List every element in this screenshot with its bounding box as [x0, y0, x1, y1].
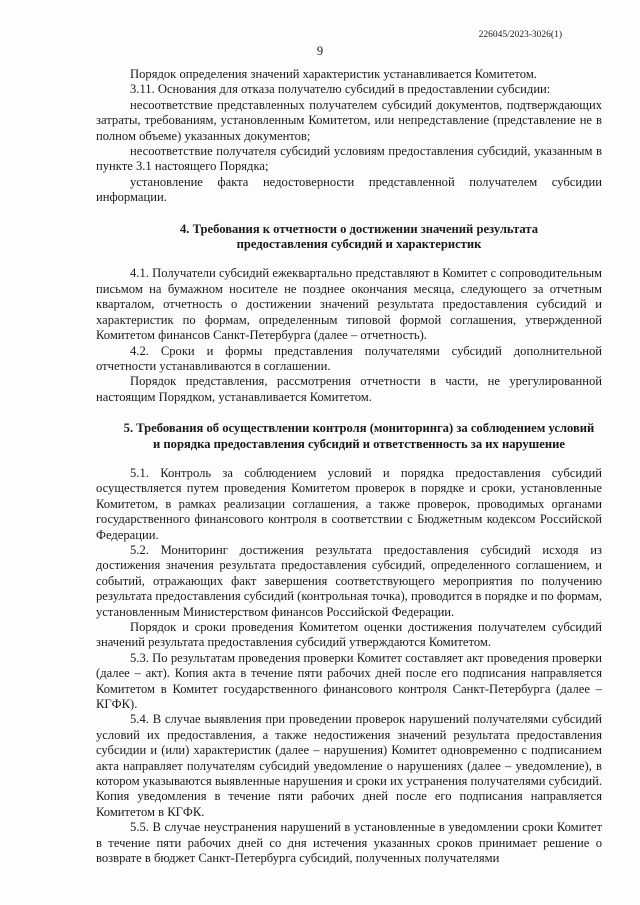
paragraph-characteristics-order: Порядок определения значений характеристик устанавливается Комитетом. [130, 67, 537, 81]
paragraph-5-3: 5.3. По результатам проведения проверки Комитет составляет акт проведения проверки (далее – акт). Копия акта в течение пяти рабочих дней после его подписания направляется Комитетом в Комитет государственного финансового контроля Санкт-Петербурга (далее – КГФК). [96, 650, 602, 712]
section-4-heading-line-1: 4. Требования к отчетности о достижении значений результата [179, 221, 539, 236]
section-5-heading-line-2: и порядка предоставления субсидий и ответственность за их нарушение [153, 436, 565, 451]
paragraph-evaluation-procedure: Порядок и сроки проведения Комитетом оценки достижения получателем субсидий значений результата предоставления субсидий утверждаются Комитетом. [96, 620, 602, 650]
paragraph-5-1: 5.1. Контроль за соблюдением условий и порядка предоставления субсидий осуществляется путем проведения Комитетом проверок в порядке и сроки, установленные Комитетом, в рамках реализации соглашения, а также проверок, проводимых органами государственного финансового контроля в соответствии с Бюджетным кодексом Российской Федерации. [96, 465, 602, 542]
paragraph-5-5: 5.5. В случае неустранения нарушений в установленные в уведомлении сроки Комитет в течение пяти рабочих дней со дня истечения указанных сроков принимает решение о возврате в бюджет Санкт-Петербурга субсидий, полученных получателями [96, 820, 602, 866]
paragraph-refusal-ground-documents: несоответствие представленных получателем субсидий документов, подтверждающих затраты, требованиям, установленным Комитетом, или непредставление (представление не в полном объеме) указанных документов; [96, 97, 602, 143]
paragraph-refusal-ground-false-info: установление факта недостоверности представленной получателем субсидии информации. [96, 174, 602, 205]
page-number: 9 [316, 44, 324, 58]
section-5-heading-line-1: 5. Требования об осуществлении контроля (мониторинга) за соблюдением условий [123, 421, 595, 436]
section-4-heading [96, 222, 602, 253]
section-5-heading [96, 421, 602, 452]
paragraph-4-2: 4.2. Сроки и формы представления получателями субсидий дополнительной отчетности устанавливаются в соглашении. [96, 343, 602, 373]
document-registration-number: 226045/2023-3026(1) [478, 30, 562, 40]
paragraph-5-4: 5.4. В случае выявления при проведении проверок нарушений получателями субсидий условий их предоставления, а также недостижения значений результата предоставления субсидии и (или) характеристик (далее – нарушения) Комитет одновременно с подписанием акта направляет получателям субсидий уведомление о нарушениях (далее – уведомление), в котором указываются выявленные нарушения и сроки их устранения получателями субсидий. Копия уведомления в течение пяти рабочих дней после его подписания направляется Комитетом в КГФК. [96, 712, 602, 819]
paragraph-refusal-ground-conditions: несоответствие получателя субсидий условиям предоставления субсидий, указанным в пункте 3.1 настоящего Порядка; [96, 144, 602, 174]
paragraph-3-11: 3.11. Основания для отказа получателю субсидий в предоставлении субсидии: [130, 82, 551, 97]
paragraph-5-2: 5.2. Мониторинг достижения результата предоставления субсидий исходя из достижения значения результата предоставления субсидий, определенного соглашением, и событий, отражающих факт завершения соответствующего мероприятия по получению результата предоставления субсидий (контрольная точка), проводится в порядке и по формам, установленным Министерством финансов Российской Федерации. [96, 542, 602, 619]
section-4-heading-line-2: предоставления субсидий и характеристик [236, 237, 482, 252]
paragraph-reporting-procedure: Порядок представления, рассмотрения отчетности в части, не урегулированной настоящим Порядком, устанавливается Комитетом. [96, 374, 602, 404]
paragraph-4-1: 4.1. Получатели субсидий ежеквартально представляют в Комитет с сопроводительным письмом на бумажном носителе не позднее окончания месяца, следующего за отчетным кварталом, отчетность о достижении значений результата предоставления субсидий и характеристик по формам, определенным типовой формой соглашения, утвержденной Комитетом финансов Санкт-Петербурга (далее – отчетность). [96, 266, 602, 343]
document-body [96, 67, 602, 867]
